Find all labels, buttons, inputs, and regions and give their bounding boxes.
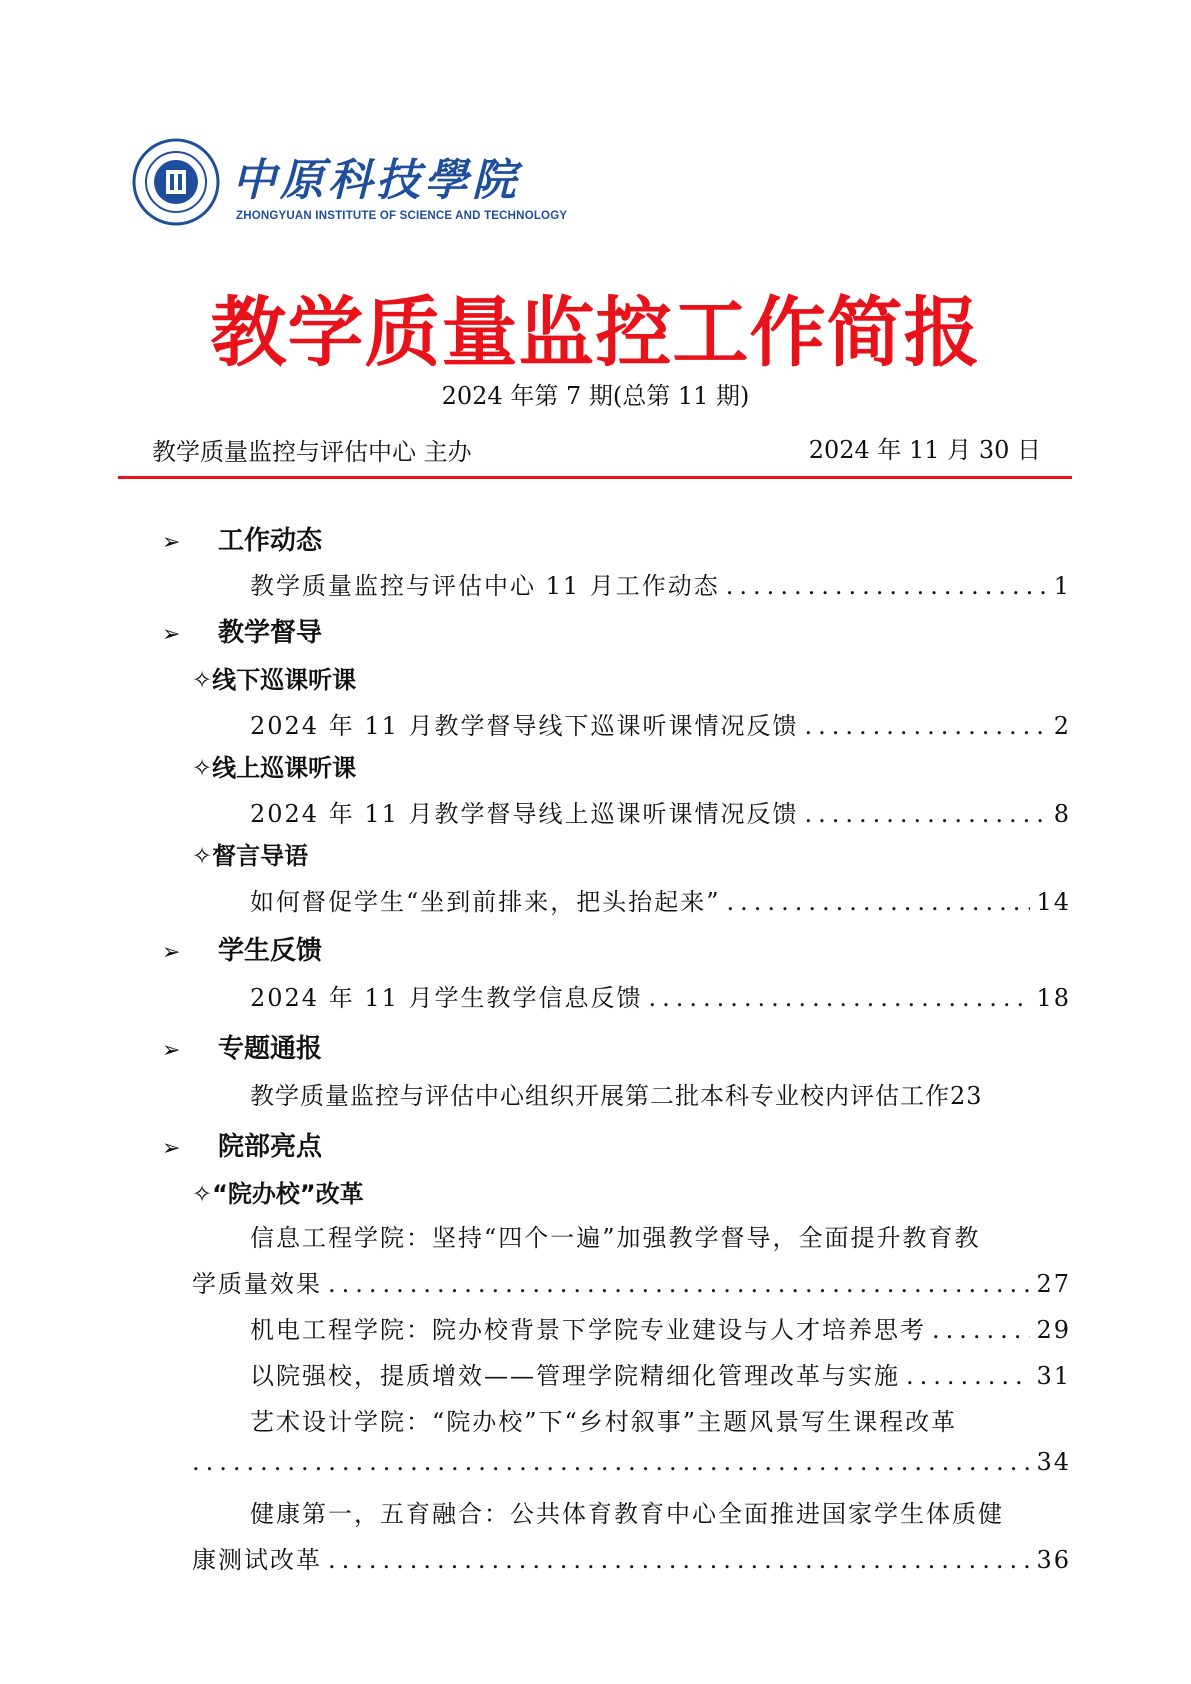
leader-dots <box>727 888 1031 916</box>
toc-entry-line1[interactable]: 艺术设计学院：“院办校”下“乡村叙事”主题风景写生课程改革 <box>250 1408 958 1436</box>
arrow-bullet-icon: ➢ <box>162 622 181 647</box>
leader-dots <box>328 1546 1030 1574</box>
entry-title: 康测试改革 <box>192 1546 322 1574</box>
toc-entry[interactable] <box>250 794 1071 829</box>
entry-title: 学质量效果 <box>192 1270 322 1298</box>
issue-number: 2024 年第 7 期(总第 11 期) <box>441 382 750 410</box>
toc-subsection[interactable]: ✧线下巡课听课 <box>192 666 357 694</box>
sponsor: 教学质量监控与评估中心 主办 <box>152 438 472 466</box>
leader-dots <box>805 712 1048 740</box>
toc-entry-line1[interactable]: 信息工程学院：坚持“四个一遍”加强教学督导，全面提升教育教 <box>250 1224 981 1252</box>
page-number: 18 <box>1036 984 1071 1012</box>
page-number: 1 <box>1053 572 1071 600</box>
toc-section-work-updates[interactable] <box>162 520 322 557</box>
entry-title: 机电工程学院：院办校背景下学院专业建设与人才培养思考 <box>250 1316 926 1344</box>
page-number: 31 <box>1036 1362 1071 1390</box>
toc-entry[interactable] <box>192 1540 1071 1575</box>
toc-subsection[interactable]: ✧督言导语 <box>192 842 309 870</box>
entry-title: 2024 年 11 月学生教学信息反馈 <box>250 984 643 1012</box>
leader-dots <box>649 984 1031 1012</box>
toc-section-department-highlights[interactable] <box>162 1126 322 1163</box>
leader-dots <box>805 800 1048 828</box>
page-number: 14 <box>1036 888 1071 916</box>
toc-subsection[interactable]: ✧线上巡课听课 <box>192 754 357 782</box>
leader-dots <box>328 1270 1030 1298</box>
toc-entry[interactable] <box>250 882 1071 917</box>
toc-entry[interactable] <box>250 1310 1071 1345</box>
entry-title: 2024 年 11 月教学督导线上巡课听课情况反馈 <box>250 800 799 828</box>
school-name-cn: 中原科技學院 <box>232 155 520 206</box>
section-title: 专题通报 <box>218 1034 323 1064</box>
section-title: 院部亮点 <box>218 1132 323 1162</box>
toc-entry[interactable] <box>250 978 1071 1013</box>
toc-entry[interactable] <box>250 566 1071 601</box>
entry-title: 教学质量监控与评估中心 11 月工作动态 <box>250 572 720 600</box>
toc-entry-line1[interactable]: 健康第一，五育融合：公共体育教育中心全面推进国家学生体质健 <box>250 1500 1004 1528</box>
toc-entry[interactable] <box>192 1448 1071 1476</box>
leader-dots <box>932 1316 1030 1344</box>
toc-entry[interactable] <box>192 1264 1071 1299</box>
section-title: 工作动态 <box>218 526 323 556</box>
page-number: 8 <box>1053 800 1071 828</box>
arrow-bullet-icon: ➢ <box>162 530 181 555</box>
school-name-en: ZHONGYUAN INSTITUTE OF SCIENCE AND TECHNOLOGY <box>236 210 568 222</box>
publish-date: 2024 年 11 月 30 日 <box>808 436 1041 464</box>
page-number: 23 <box>950 1082 983 1110</box>
entry-title: 教学质量监控与评估中心组织开展第二批本科专业校内评估工作 <box>250 1082 950 1110</box>
leader-dots <box>192 1448 1030 1476</box>
toc-subsection[interactable]: ✧“院办校”改革 <box>192 1180 364 1208</box>
arrow-bullet-icon: ➢ <box>162 1038 181 1063</box>
entry-title: 以院强校，提质增效——管理学院精细化管理改革与实施 <box>250 1362 900 1390</box>
arrow-bullet-icon: ➢ <box>162 1136 181 1161</box>
page-number: 29 <box>1036 1316 1071 1344</box>
leader-dots <box>726 572 1048 600</box>
page-number: 2 <box>1053 712 1071 740</box>
section-title: 教学督导 <box>218 618 323 648</box>
entry-title: 2024 年 11 月教学督导线下巡课听课情况反馈 <box>250 712 799 740</box>
page-number: 34 <box>1036 1448 1071 1476</box>
toc-section-special-report[interactable] <box>162 1028 322 1065</box>
bulletin-title: 教学质量监控工作简报 <box>210 288 981 377</box>
entry-title: 如何督促学生“坐到前排来，把头抬起来” <box>250 888 721 916</box>
toc-entry[interactable] <box>250 1076 1071 1111</box>
toc-section-student-feedback[interactable] <box>162 930 322 967</box>
arrow-bullet-icon: ➢ <box>162 940 181 965</box>
toc-section-teaching-supervision[interactable] <box>162 612 322 649</box>
toc-entry[interactable] <box>250 706 1071 741</box>
section-title: 学生反馈 <box>218 936 323 966</box>
page-number: 36 <box>1036 1546 1071 1574</box>
toc-entry[interactable] <box>250 1356 1071 1391</box>
leader-dots <box>906 1362 1030 1390</box>
page-number: 27 <box>1036 1270 1071 1298</box>
